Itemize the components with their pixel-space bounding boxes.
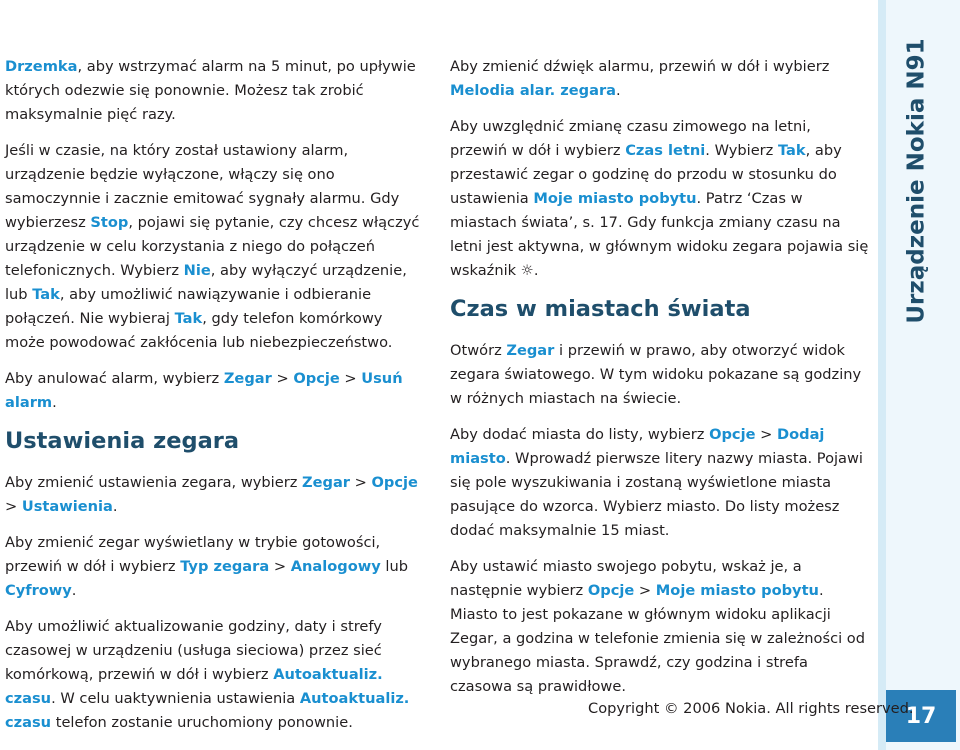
- paragraph: [5, 367, 425, 415]
- text: >: [634, 582, 656, 599]
- text: >: [350, 474, 372, 491]
- keyword: Autoaktualiz. czasu: [5, 666, 383, 707]
- text: .: [533, 262, 539, 279]
- keyword: Cyfrowy: [5, 582, 72, 599]
- keyword: Opcje: [709, 426, 756, 443]
- paragraph: [450, 555, 870, 699]
- paragraph: [5, 55, 425, 127]
- keyword: Stop: [90, 214, 129, 231]
- left-column: [5, 55, 425, 747]
- keyword: Moje miasto pobytu: [655, 582, 819, 599]
- text: . Miasto to jest pokazane w głównym widoku aplikacji Zegar, a godzina w telefonie zmienia się w zależności od wybranego miasta. Sprawdź, czy godzina i strefa czasowa są prawidłowe.: [450, 582, 865, 695]
- text: Aby zmienić ustawienia zegara, wybierz: [5, 474, 303, 491]
- text: . Wybierz: [705, 142, 778, 159]
- text: .: [112, 498, 118, 515]
- text: lub: [380, 558, 408, 575]
- text: Aby zmienić dźwięk alarmu, przewiń w dół i wybierz: [450, 58, 830, 75]
- copyright-notice: Copyright © 2006 Nokia. All rights reserved.: [588, 700, 914, 717]
- text: i przewiń w prawo, aby otworzyć widok zegara światowego. W tym widoku pokazane są godziny w różnych miastach na świecie.: [450, 342, 862, 407]
- text: >: [339, 370, 362, 387]
- text: . Patrz ‘Czas w miastach świata’, s. 17. Gdy funkcja zmiany czasu na letni jest aktywna, w głównym widoku zegara pojawia się wskaźnik: [450, 190, 869, 279]
- paragraph: [450, 339, 870, 411]
- text: >: [755, 426, 777, 443]
- text: Aby dodać miasta do listy, wybierz: [450, 426, 710, 443]
- text: , gdy telefon komórkowy może powodować zakłócenia lub niebezpieczeństwo.: [5, 310, 393, 351]
- right-column: [450, 55, 870, 711]
- text: , aby wstrzymać alarm na 5 minut, po upływie których odezwie się ponownie. Możesz tak zrobić maksymalnie pięć razy.: [5, 58, 416, 123]
- text: Aby uwzględnić zmianę czasu zimowego na letni, przewiń w dół i wybierz: [450, 118, 811, 159]
- text: >: [269, 558, 291, 575]
- paragraph: [5, 471, 425, 519]
- text: Aby zmienić zegar wyświetlany w trybie gotowości, przewiń w dół i wybierz: [5, 534, 381, 575]
- text: , pojawi się pytanie, czy chcesz włączyć urządzenie w celu korzystania z niego do połączeń telefonicznych. Wybierz: [5, 214, 420, 279]
- keyword: Melodia alar. zegara: [450, 82, 616, 99]
- section-heading: Ustawienia zegara: [5, 428, 240, 454]
- keyword: Drzemka: [5, 58, 78, 75]
- summer-time-indicator-icon: ☼: [520, 262, 534, 279]
- keyword: Zegar: [506, 342, 555, 359]
- keyword: Opcje: [371, 474, 418, 491]
- text: , aby przestawić zegar o godzinę do przodu w stosunku do ustawienia: [450, 142, 842, 207]
- keyword: Dodaj miasto: [450, 426, 825, 467]
- text: , aby umożliwić nawiązywanie i odbieranie połączeń. Nie wybieraj: [5, 286, 372, 327]
- text: Aby ustawić miasto swojego pobytu, wskaż je, a następnie wybierz: [450, 558, 802, 599]
- keyword: Tak: [32, 286, 60, 303]
- keyword: Tak: [174, 310, 203, 327]
- keyword: Opcje: [587, 582, 635, 599]
- keyword: Ustawienia: [21, 498, 113, 515]
- keyword: Typ zegara: [180, 558, 270, 575]
- paragraph: [5, 615, 425, 735]
- keyword: Analogowy: [290, 558, 381, 575]
- text: . Wprowadź pierwsze litery nazwy miasta. Pojawi się pole wyszukiwania i zostaną wyświetlone miasta pasujące do wzorca. Wybierz miasto. Do listy możesz dodać maksymalnie 15 miast.: [450, 450, 863, 539]
- keyword: Czas letni: [625, 142, 706, 159]
- keyword: Opcje: [293, 370, 340, 387]
- text: .: [616, 82, 621, 99]
- paragraph: [5, 531, 425, 603]
- text: Otwórz: [450, 342, 507, 359]
- text: telefon zostanie uruchomiony ponownie.: [51, 714, 353, 731]
- text: Aby umożliwić aktualizowanie godziny, daty i strefy czasowej w urządzeniu (usługa sieciowa) przez sieć komórkową, przewiń w dół i wybierz: [5, 618, 382, 683]
- sidebar-section-title: [877, 36, 957, 326]
- text: .: [52, 394, 57, 411]
- page-number: 17: [886, 690, 956, 742]
- keyword: Nie: [183, 262, 211, 279]
- keyword: Usuń alarm: [5, 370, 403, 411]
- paragraph: [5, 139, 425, 355]
- text: Jeśli w czasie, na który został ustawiony alarm, urządzenie będzie wyłączone, włączy się ono samoczynnie i zacznie emitować sygnały alarmu. Gdy wybierzesz: [5, 142, 400, 231]
- paragraph: [450, 55, 870, 103]
- text: , aby wyłączyć urządzenie, lub: [5, 262, 407, 303]
- section-title-text: Urządzenie Nokia N91: [904, 38, 931, 324]
- section-heading: Czas w miastach świata: [450, 296, 751, 322]
- keyword: Zegar: [302, 474, 350, 491]
- keyword: Moje miasto pobytu: [533, 190, 697, 207]
- text: >: [5, 498, 22, 515]
- text: .: [71, 582, 77, 599]
- keyword: Tak: [777, 142, 806, 159]
- text: Aby anulować alarm, wybierz: [5, 370, 224, 387]
- paragraph: [450, 423, 870, 543]
- keyword: Zegar: [223, 370, 272, 387]
- text: >: [271, 370, 294, 387]
- paragraph: [450, 115, 870, 283]
- keyword: Autoaktualiz. czasu: [5, 690, 410, 731]
- text: . W celu uaktywnienia ustawienia: [51, 690, 300, 707]
